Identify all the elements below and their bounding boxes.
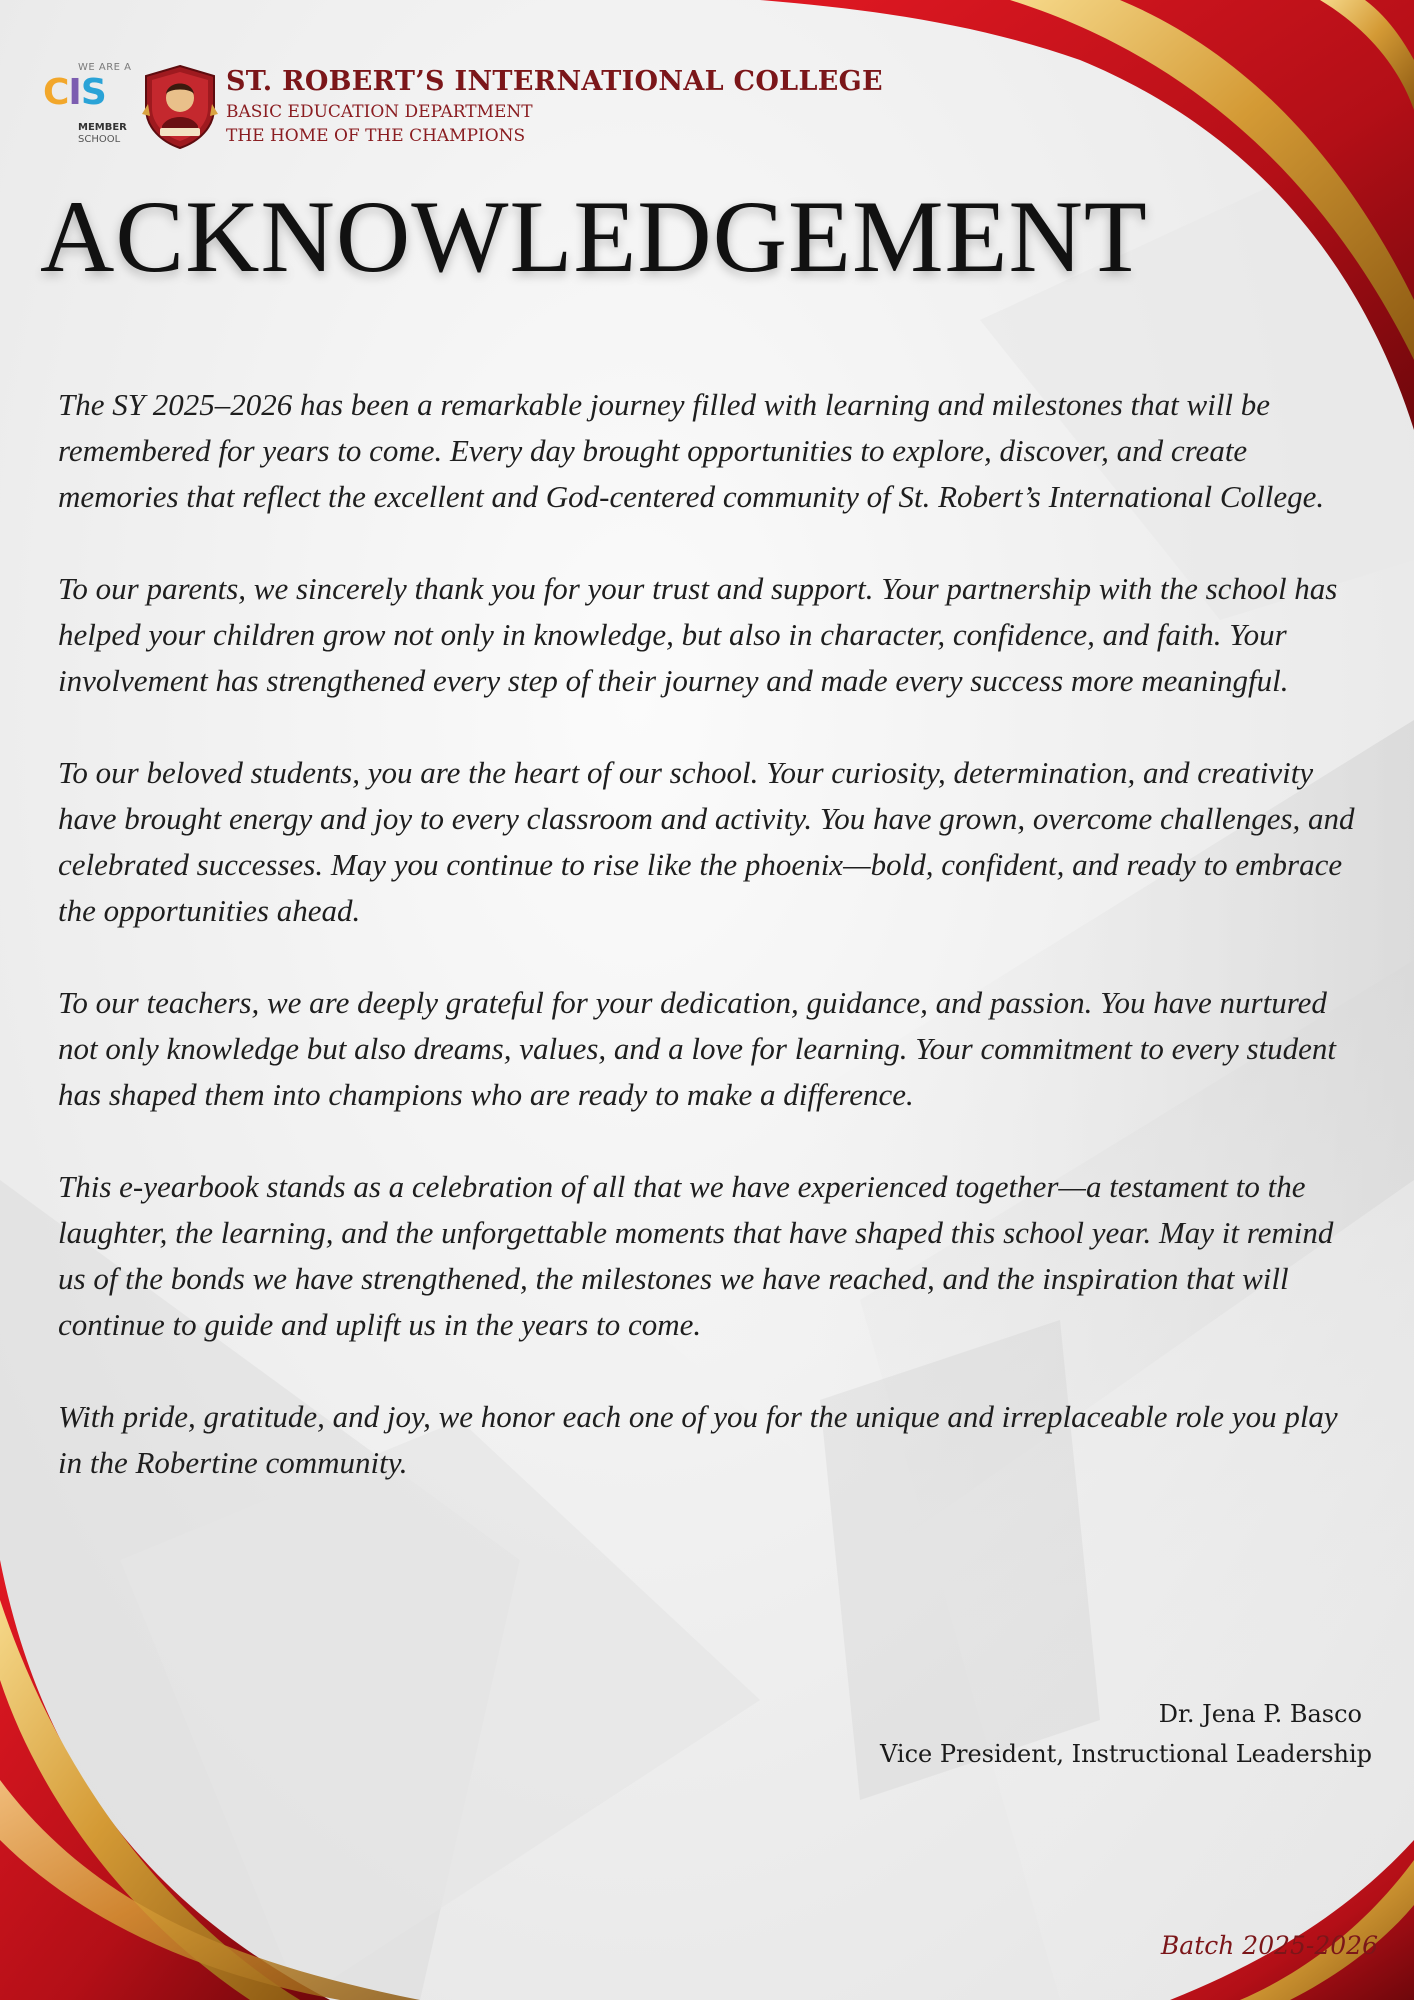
signatory-name: Dr. Jena P. Basco bbox=[1158, 1700, 1362, 1728]
paragraph-parents: To our parents, we sincerely thank you for your trust and support. Your partnership with the school has helped your children grow not only in knowledge, but also in character, confidence, and faith. Your involvement has strengthened every step of their journey and made every success more meaningful. bbox=[58, 571, 1338, 698]
college-name: ST. ROBERT’S INTERNATIONAL COLLEGE bbox=[226, 66, 883, 97]
department-name: BASIC EDUCATION DEPARTMENT bbox=[226, 102, 533, 122]
page-title: ACKNOWLEDGEMENT bbox=[40, 180, 1148, 294]
signature-block bbox=[880, 1694, 1372, 1774]
cis-member-text: MEMBER bbox=[78, 122, 127, 133]
cis-member-logo bbox=[40, 60, 132, 150]
college-crest-icon bbox=[140, 64, 220, 150]
cis-school-text: SCHOOL bbox=[78, 134, 121, 145]
paragraph-teachers: To our teachers, we are deeply grateful for your dedication, guidance, and passion. You have nurtured not only knowledge but also dreams, values, and a love for learning. Your commitment to every student has shaped them into champions who are ready to make a difference. bbox=[58, 985, 1337, 1112]
paragraph-intro: The SY 2025–2026 has been a remarkable journey filled with learning and milestones that will be remembered for years to come. Every day brought opportunities to explore, discover, and create memories that reflect the excellent and God-centered community of St. Robert’s International College. bbox=[58, 387, 1325, 514]
page-header bbox=[40, 60, 940, 160]
paragraph-students: To our beloved students, you are the heart of our school. Your curiosity, determination, and creativity have brought energy and joy to every classroom and activity. You have grown, overcome challenges, and celebrated successes. May you continue to rise like the phoenix—bold, confident, and ready to embrace the opportunities ahead. bbox=[58, 755, 1355, 928]
acknowledgement-body bbox=[58, 382, 1358, 1532]
signatory-position: Vice President, Instructional Leadership bbox=[879, 1740, 1372, 1768]
batch-label: Batch 2025-2026 bbox=[1160, 1931, 1378, 1960]
paragraph-closing: With pride, gratitude, and joy, we honor each one of you for the unique and irreplaceable role you play in the Robertine community. bbox=[58, 1399, 1338, 1480]
cis-top-text: WE ARE A bbox=[78, 62, 132, 73]
paragraph-yearbook: This e-yearbook stands as a celebration of all that we have experienced together—a testament to the laughter, the learning, and the unforgettable moments that have shaped this school year. May it remind us of the bonds we have strengthened, the milestones we have reached, and the inspiration that will continue to guide and uplift us in the years to come. bbox=[58, 1169, 1334, 1342]
college-tagline: THE HOME OF THE CHAMPIONS bbox=[226, 126, 526, 146]
cis-mark: CIS bbox=[43, 72, 106, 113]
